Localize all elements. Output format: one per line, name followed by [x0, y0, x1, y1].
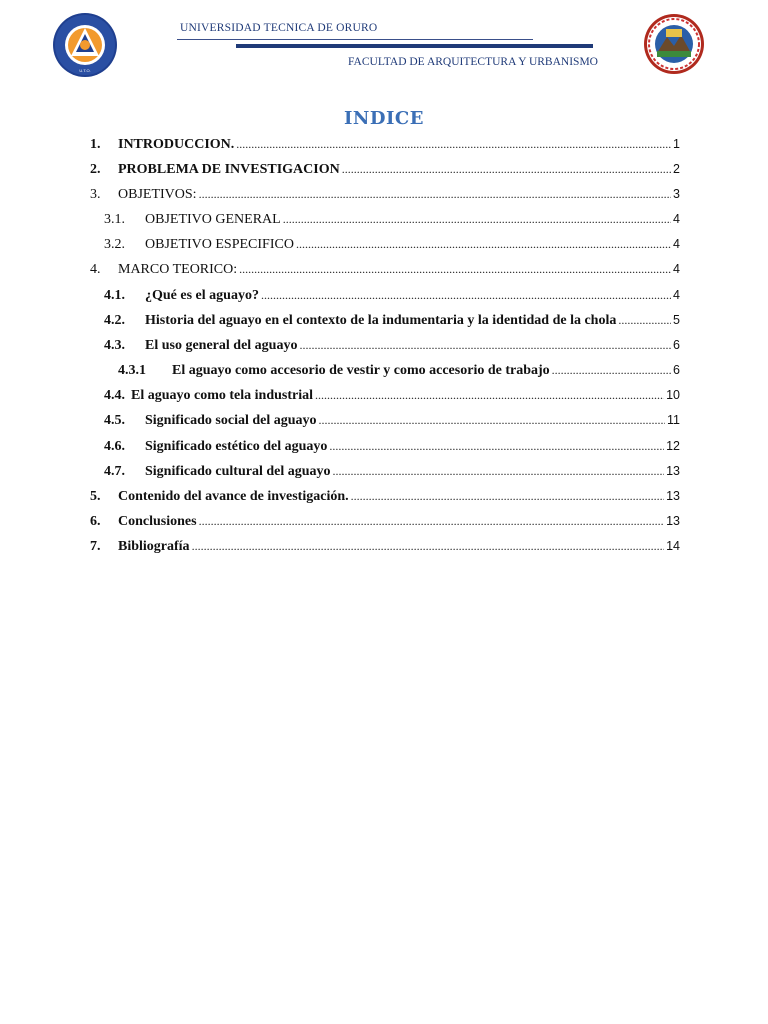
toc-entry-page: 4: [673, 288, 680, 302]
toc-entry-label: Conclusiones: [118, 514, 197, 529]
toc-entry-number: 6.: [90, 514, 101, 529]
toc-entry-label: OBJETIVO ESPECIFICO: [145, 237, 294, 252]
toc-entry[interactable]: [104, 210, 680, 228]
faculty-name: FACULTAD DE ARQUITECTURA Y URBANISMO: [348, 56, 598, 68]
toc-leader-dots: [239, 260, 671, 278]
toc-entry-label: Contenido del avance de investigación.: [118, 489, 349, 504]
toc-leader-dots: [261, 286, 671, 304]
toc-entry-number: 4.: [90, 262, 101, 277]
toc-entry-number: 5.: [90, 489, 101, 504]
toc-entry[interactable]: [104, 437, 680, 455]
toc-entry-label: El uso general del aguayo: [145, 338, 298, 353]
toc-entry-page: 14: [666, 539, 680, 553]
toc-entry-number: 4.1.: [104, 288, 125, 303]
toc-entry[interactable]: [90, 512, 680, 530]
toc-entry-page: 13: [666, 464, 680, 478]
toc-entry[interactable]: [104, 235, 680, 253]
header-rule-thin: [177, 39, 533, 40]
toc-entry-number: 1.: [90, 137, 101, 152]
toc-entry-page: 5: [673, 313, 680, 327]
header-rule-thick: [236, 44, 593, 48]
toc-entry-number: 7.: [90, 539, 101, 554]
toc-entry[interactable]: [104, 336, 680, 354]
toc-entry[interactable]: [104, 411, 680, 429]
toc-entry-label: Significado social del aguayo: [145, 413, 317, 428]
toc-entry-label: PROBLEMA DE INVESTIGACION: [118, 162, 340, 177]
toc-entry-number: 3.1.: [104, 212, 125, 227]
toc-entry-number: 4.4.: [104, 388, 125, 403]
toc-entry-label: Significado estético del aguayo: [145, 439, 328, 454]
toc-leader-dots: [199, 512, 665, 530]
toc-entry[interactable]: [104, 386, 680, 404]
toc-entry[interactable]: [90, 260, 680, 278]
toc-entry-page: 4: [673, 212, 680, 226]
toc-entry-label: Significado cultural del aguayo: [145, 464, 331, 479]
faculty-logo: [52, 12, 118, 78]
toc-entry-number: 4.6.: [104, 439, 125, 454]
toc-entry-page: 4: [673, 262, 680, 276]
toc-leader-dots: [351, 487, 664, 505]
toc-entry-page: 3: [673, 187, 680, 201]
toc-entry-page: 11: [667, 413, 680, 427]
toc-leader-dots: [199, 185, 671, 203]
toc-entry-number: 4.7.: [104, 464, 125, 479]
toc-leader-dots: [283, 210, 671, 228]
toc-entry-number: 4.2.: [104, 313, 125, 328]
toc-entry-number: 2.: [90, 162, 101, 177]
toc-entry-number: 3.: [90, 187, 101, 202]
toc-leader-dots: [552, 361, 671, 379]
toc-entry-number: 4.3.: [104, 338, 125, 353]
toc-leader-dots: [296, 235, 671, 253]
toc-entry-page: 1: [673, 137, 680, 151]
toc-entry-label: Bibliografía: [118, 539, 190, 554]
toc-leader-dots: [319, 411, 665, 429]
toc-entry-label: OBJETIVO GENERAL: [145, 212, 281, 227]
toc-entry-page: 10: [666, 388, 680, 402]
toc-entry-page: 12: [666, 439, 680, 453]
toc-entry-page: 6: [673, 363, 680, 377]
toc-leader-dots: [342, 160, 671, 178]
toc-leader-dots: [299, 336, 671, 354]
toc-entry[interactable]: [104, 462, 680, 480]
toc-entry-page: 13: [666, 489, 680, 503]
toc-entry-number: 4.5.: [104, 413, 125, 428]
toc-leader-dots: [333, 462, 665, 480]
university-name: UNIVERSIDAD TECNICA DE ORURO: [180, 22, 378, 34]
toc-entry[interactable]: [104, 286, 680, 304]
toc-leader-dots: [329, 437, 664, 455]
toc-leader-dots: [618, 311, 671, 329]
svg-text:U.T.O.: U.T.O.: [79, 68, 91, 73]
toc-entry[interactable]: [90, 135, 680, 153]
toc-entry-label: OBJETIVOS:: [118, 187, 197, 202]
toc-entry-label: ¿Qué es el aguayo?: [145, 288, 259, 303]
toc-leader-dots: [192, 537, 665, 555]
toc-entry-label: Historia del aguayo en el contexto de la indumentaria y la identidad de la chola: [145, 313, 617, 328]
toc-entry-label: El aguayo como tela industrial: [131, 388, 314, 403]
toc-entry-page: 2: [673, 162, 680, 176]
toc-entry[interactable]: [90, 537, 680, 555]
toc-entry[interactable]: [90, 160, 680, 178]
toc-entry-label: MARCO TEORICO:: [118, 262, 238, 277]
toc-entry-label: INTRODUCCION.: [118, 137, 235, 152]
toc-entry-page: 6: [673, 338, 680, 352]
toc-entry-page: 4: [673, 237, 680, 251]
toc-leader-dots: [315, 386, 664, 404]
page-title: INDICE: [344, 108, 424, 129]
toc-entry-page: 13: [666, 514, 680, 528]
toc-entry-number: 4.3.1: [118, 363, 146, 378]
toc-entry-label: El aguayo como accesorio de vestir y como accesorio de trabajo: [172, 363, 550, 378]
toc-leader-dots: [236, 135, 671, 153]
toc-entry[interactable]: [90, 487, 680, 505]
toc-entry-number: 3.2.: [104, 237, 125, 252]
toc-entry[interactable]: [104, 311, 680, 329]
toc-entry[interactable]: [90, 185, 680, 203]
toc-entry[interactable]: [118, 361, 680, 379]
university-seal: [643, 13, 705, 75]
